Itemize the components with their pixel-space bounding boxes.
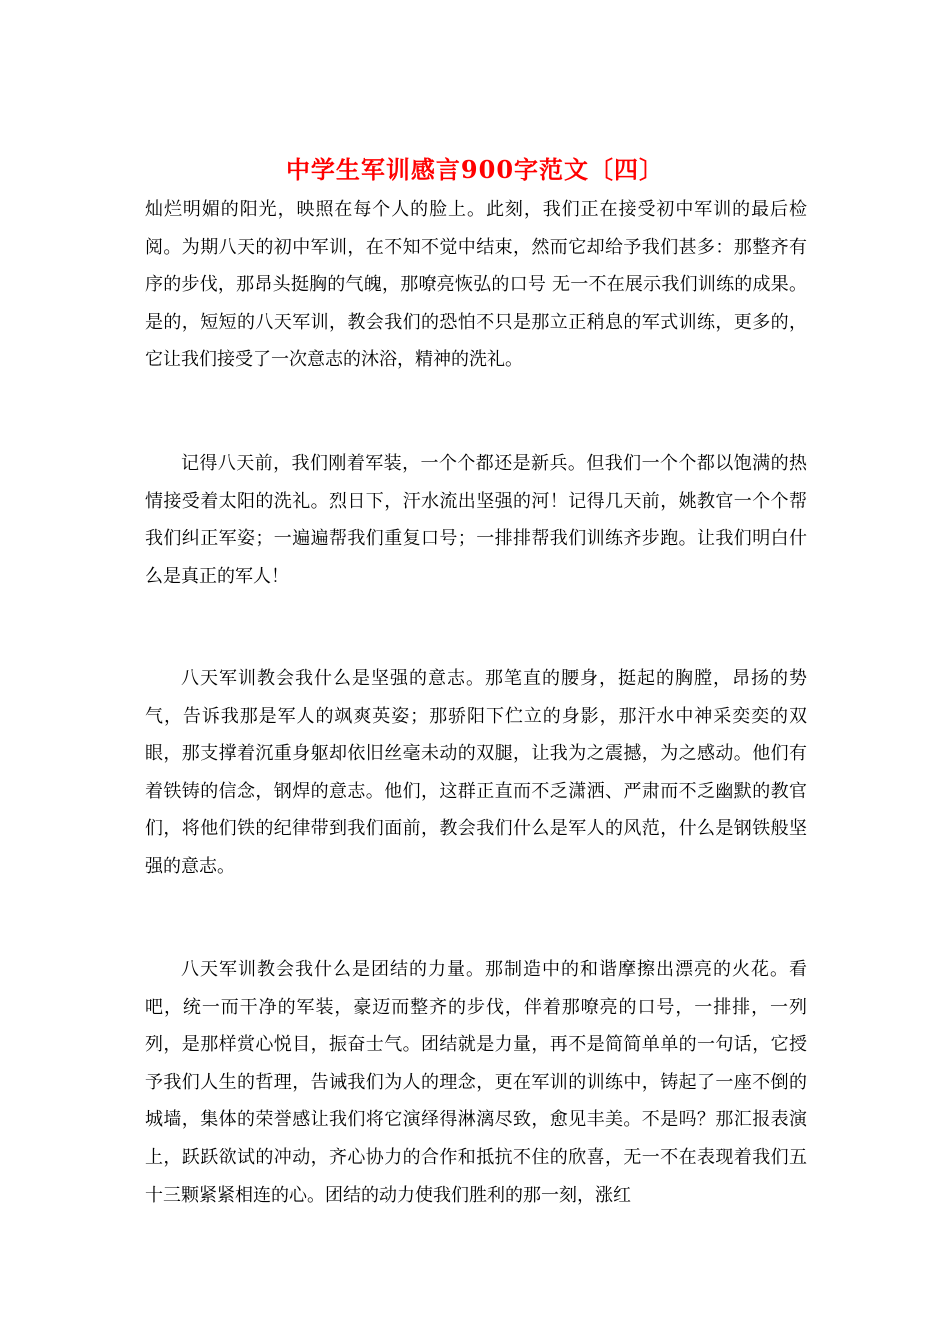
paragraph-3: 八天军训教会我什么是坚强的意志。那笔直的腰身，挺起的胸膛，昂扬的势气，告诉我那是军人的飒爽英姿；那骄阳下伫立的身影，那汗水中神采奕奕的双眼，那支撑着沉重身躯却依旧丝毫未动的双腿，让我为之震撼，为之感动。他们有着铁铸的信念，钢焊的意志。他们，这群正直而不乏潇洒、严肃而不乏幽默的教官们，将他们铁的纪律带到我们面前，教会我们什么是军人的风范，什么是钢铁般坚强的意志。: [145, 668, 807, 877]
paragraph-4: 八天军训教会我什么是团结的力量。那制造中的和谐摩擦出漂亮的火花。看吧，统一而干净的军装，豪迈而整齐的步伐，伴着那嘹亮的口号，一排排，一列列，是那样赏心悦目，振奋士气。团结就是力量，再不是简简单单的一句话，它授予我们人生的哲理，告诫我们为人的理念，更在军训的训练中，铸起了一座不倒的城墙，集体的荣誉感让我们将它演绎得淋漓尽致，愈见丰美。不是吗？那汇报表演上，跃跃欲试的冲动，齐心协力的合作和抵抗不住的欣喜，无一不在表现着我们五十三颗紧紧相连的心。团结的动力使我们胜利的那一刻，涨红: [145, 959, 807, 1206]
paragraph-2: 记得八天前，我们刚着军装，一个个都还是新兵。但我们一个个都以饱满的热情接受着太阳的洗礼。烈日下，汗水流出坚强的河！记得几天前，姚教官一个个帮我们纠正军姿；一遍遍帮我们重复口号；一排排帮我们训练齐步跑。让我们明白什么是真正的军人！: [145, 453, 807, 587]
document-title: 中学生军训感言900字范文〔四〕: [285, 155, 665, 184]
paragraph-1: 灿烂明媚的阳光，映照在每个人的脸上。此刻，我们正在接受初中军训的最后检阅。为期八天的初中军训，在不知不觉中结束，然而它却给予我们甚多：那整齐有序的步伐，那昂头挺胸的气魄，那嘹亮恢弘的口号 无一不在展示我们训练的成果。是的，短短的八天军训，教会我们的恐怕不只是那立正稍息的军式训练，更多的，它让我们接受了一次意志的沐浴，精神的洗礼。: [145, 199, 807, 371]
